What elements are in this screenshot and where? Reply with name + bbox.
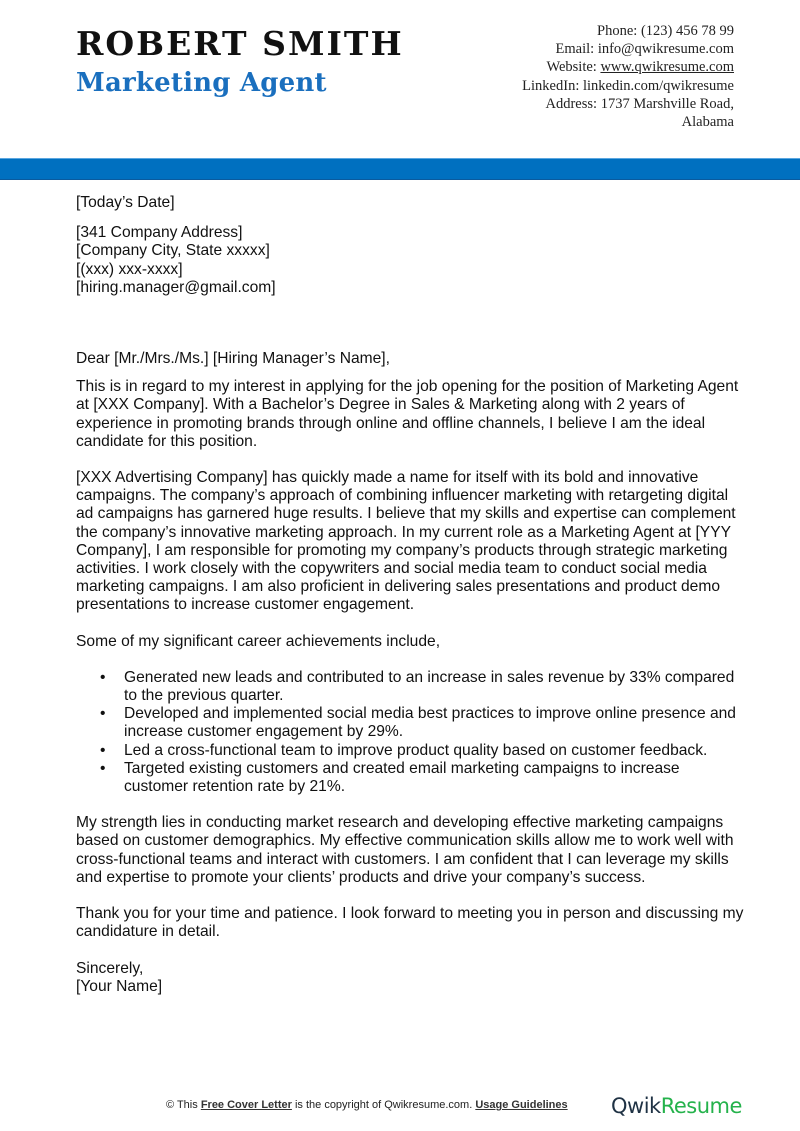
copyright-middle: is the copyright of Qwikresume.com. — [294, 1099, 473, 1111]
recipient-line: [Company City, State xxxxx] — [76, 242, 270, 260]
contact-block — [522, 22, 734, 131]
contact-website — [522, 58, 734, 76]
linkedin-label: LinkedIn: — [522, 77, 580, 94]
contact-address-line2: Alabama — [681, 114, 734, 131]
contact-address — [522, 95, 734, 113]
signature: [Your Name] — [76, 977, 163, 995]
address-line1: 1737 Marshville Road, — [600, 95, 734, 112]
recipient-line: [hiring.manager@gmail.com] — [76, 278, 276, 296]
email-label: Email: — [555, 41, 595, 58]
letter-body — [76, 194, 746, 996]
contact-phone — [522, 22, 734, 40]
contact-email — [522, 40, 734, 58]
company-paragraph: [XXX Advertising Company] has quickly made a name for itself with its bold and innovative campaigns. The company’s approach of combining influencer marketing with retargeting digital ad campaigns has garnered huge results. I believe that my skills and expertise can complement the company’s innovative marketing approach. In my current role as a Marketing Agent at [YYY Company], I am responsible for promoting my company’s products through strategic marketing activities. I work closely with the copywriters and social media team to conduct social media marketing campaigns. I am also proficient in delivering sales presentations and product demo presentations to increase customer engagement. — [76, 469, 736, 614]
free-cover-letter-link[interactable]: Free Cover Letter — [200, 1099, 292, 1111]
phone-value: (123) 456 78 99 — [640, 23, 734, 39]
recipient-address — [76, 224, 746, 297]
linkedin-value: linkedin.com/qwikresume — [582, 77, 734, 94]
header-divider-band — [0, 158, 800, 180]
phone-label: Phone: — [597, 23, 638, 39]
contact-linkedin — [522, 77, 734, 95]
strength-paragraph: My strength lies in conducting market research and developing effective marketing campaigns based on customer demographics. My effective communication skills allow me to work well with cross-functional teams and interact with customers. I am confident that I can leverage my skills and expertise to promote your clients’ products and drive your company’s success. — [76, 814, 734, 886]
salutation: Dear [Mr./Mrs./Ms.] [Hiring Manager’s Name], — [76, 350, 390, 368]
recipient-line: [341 Company Address] — [76, 224, 243, 242]
website-link[interactable]: www.qwikresume.com — [600, 59, 734, 76]
qwikresume-logo[interactable] — [611, 1094, 742, 1118]
copyright-notice — [166, 1099, 568, 1111]
logo-qwik: Qwik — [611, 1094, 661, 1118]
signoff: Sincerely, — [76, 959, 144, 977]
achievement-item: • Led a cross-functional team to improve product quality based on customer feedback. — [124, 742, 746, 760]
achievement-item: • Developed and implemented social media best practices to improve online presence and increase customer engagement by 29%. — [124, 705, 746, 741]
achievements-intro: Some of my significant career achievements include, — [76, 632, 441, 650]
thank-you-paragraph: Thank you for your time and patience. I look forward to meeting you in person and discussing my candidature in detail. — [76, 905, 744, 941]
achievement-item: • Generated new leads and contributed to an increase in sales revenue by 33% compared to the previous quarter. — [124, 669, 746, 705]
letterhead — [0, 0, 800, 158]
achievement-item: • Targeted existing customers and created email marketing campaigns to increase customer retention rate by 21%. — [124, 760, 746, 796]
letter-date: [Today’s Date] — [76, 194, 175, 211]
job-title: Marketing Agent — [76, 68, 327, 98]
logo-resume: Resume — [660, 1094, 742, 1118]
footer — [0, 1094, 800, 1124]
copyright-prefix: © This — [166, 1099, 198, 1111]
applicant-name: ROBERT SMITH — [76, 24, 404, 63]
recipient-line: [(xxx) xxx-xxxx] — [76, 260, 183, 278]
achievements-list — [76, 669, 746, 796]
email-value: info@qwikresume.com — [597, 41, 734, 58]
address-label: Address: — [545, 95, 598, 112]
intro-paragraph: This is in regard to my interest in applying for the job opening for the position of Marketing Agent at [XXX Company]. With a Bachelor’s Degree in Sales & Marketing along with 2 years of experience in promoting brands through online and offline channels, I believe I am the ideal candidate for this position. — [76, 378, 739, 450]
website-label: Website: — [546, 59, 597, 76]
usage-guidelines-link[interactable]: Usage Guidelines — [475, 1099, 568, 1111]
